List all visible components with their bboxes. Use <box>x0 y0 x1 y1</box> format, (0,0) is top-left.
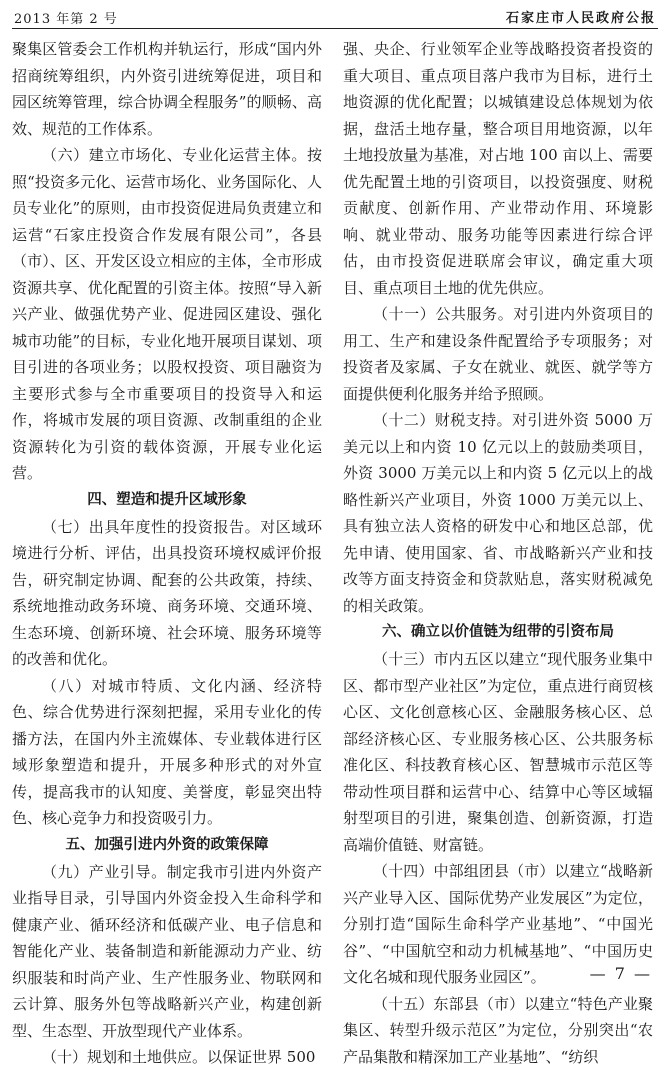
body-paragraph: （十二）财税支持。对引进外资 5000 万美元以上和内资 10 亿元以上的鼓励类项目，外资 3000 万美元以上和内资 5 亿元以上的战略性新兴产业项目，外资 1000 万美元以上、具有独立法人资格的研发中心和地区总部，优先申请、使用国家、省、市战略新兴产业和技改等方面支持资金和贷款贴息，落实财税减免的相关政策。 <box>343 411 653 615</box>
body-paragraph: （十）规划和土地供应。以保证世界 500 <box>42 1048 316 1066</box>
section-heading: 四、塑造和提升区域形象 <box>87 491 247 508</box>
section-heading: 五、加强引进内外资的政策保障 <box>65 836 269 853</box>
body-paragraph: （十一）公共服务。对引进内外资项目的用工、生产和建设条件配置给予专项服务；对投资者及家属、子女在就业、就医、就学等方面提供便利化服务并给予照顾。 <box>343 305 653 403</box>
body-paragraph: （十四）中部组团县（市）以建立“战略新兴产业导入区、国际优势产业发展区”为定位，分别打造“国际生命科学产业基地”、“中国光谷”、“中国航空和动力机械基地”、“中国历史文化名城和现代服务业园区”。 <box>343 862 653 986</box>
issue-label: 2013 年第 2 号 <box>14 12 118 27</box>
right-column <box>343 36 653 1070</box>
body-paragraph: （七）出具年度性的投资报告。对区域环境进行分析、评估，出具投资环境权威评价报告，研究制定协调、配套的公共政策，持续、系统地推动政务环境、商务环境、交通环境、生态环境、创新环境、社会环境、服务环境等的改善和优化。 <box>12 517 322 668</box>
publication-title: 石家庄市人民政府公报 <box>505 11 656 26</box>
left-column <box>12 36 322 1071</box>
page-header <box>12 6 658 29</box>
section-heading: 六、确立以价值链为纽带的引资布局 <box>382 624 614 640</box>
body-paragraph: 强、央企、行业领军企业等战略投资者投资的重大项目、重点项目落户我市为目标，进行土地资源的优化配置；以城镇建设总体规划为依据，盘活土地存量，整合项目用地资源，以年土地投放量为基准，对占地 100 亩以上、需要优先配置土地的引资项目，以投资强度、财税贡献度、创新作用、产业带动作用、环境影响、就业带动、服务功能等因素进行综合评估，由市投资促进联席会审议，确定重大项目、重点项目土地的优先供应。 <box>343 40 653 297</box>
body-paragraph: 聚集区管委会工作机构并轨运行，形成“国内外招商统筹组织，内外资引进统筹促进，项目和园区统筹管理，综合协调全程服务”的顺畅、高效、规范的工作体系。 <box>12 40 322 138</box>
body-paragraph: （六）建立市场化、专业化运营主体。按照“投资多元化、运营市场化、业务国际化、人员专业化”的原则，由市投资促进局负责建立和运营“石家庄投资合作发展有限公司”，各县（市）、区、开发区设立相应的主体，全市形成资源共享、优化配置的引资主体。按照“导入新兴产业、做强优势产业、促进园区建设、强化城市功能”的目标，专业化地开展项目谋划、项目引进的各项业务；以股权投资、项目融资为主要形式参与全市重要项目的投资导入和运作，将城市发展的项目资源、改制重组的企业资源转化为引资的载体资源，开展专业化运营。 <box>12 146 322 482</box>
body-paragraph: （八）对城市特质、文化内涵、经济特色、综合优势进行深刻把握，采用专业化的传播方法，在国内外主流媒体、专业载体进行区域形象塑造和提升，开展多种形式的对外宣传，提高我市的认知度、美誉度，彰显突出特色、核心竞争力和投资吸引力。 <box>12 676 322 827</box>
body-paragraph: （十五）东部县（市）以建立“特色产业聚集区、转型升级示范区”为定位，分别突出“农产品集散和精深加工产业基地”、“纺织 <box>343 994 653 1066</box>
body-paragraph: （十三）市内五区以建立“现代服务业集中区、都市型产业社区”为定位，重点进行商贸核心区、文化创意核心区、金融服务核心区、总部经济核心区、专业服务核心区、公共服务标准化区、科技教育核心区、智慧城市示范区等带动性项目群和运营中心、结算中心等区域辐射型项目的引进，聚集创造、创新资源，打造高端价值链、财富链。 <box>343 650 653 854</box>
page-number: — 7 — <box>589 964 652 983</box>
body-paragraph: （九）产业引导。制定我市引进内外资产业指导目录，引导国内外资金投入生命科学和健康产业、循环经济和低碳产业、电子信息和智能化产业、装备制造和新能源动力产业、纺织服装和时尚产业、生产性服务业、物联网和云计算、服务外包等战略新兴产业，构建创新型、生态型、开放型现代产业体系。 <box>12 862 322 1040</box>
